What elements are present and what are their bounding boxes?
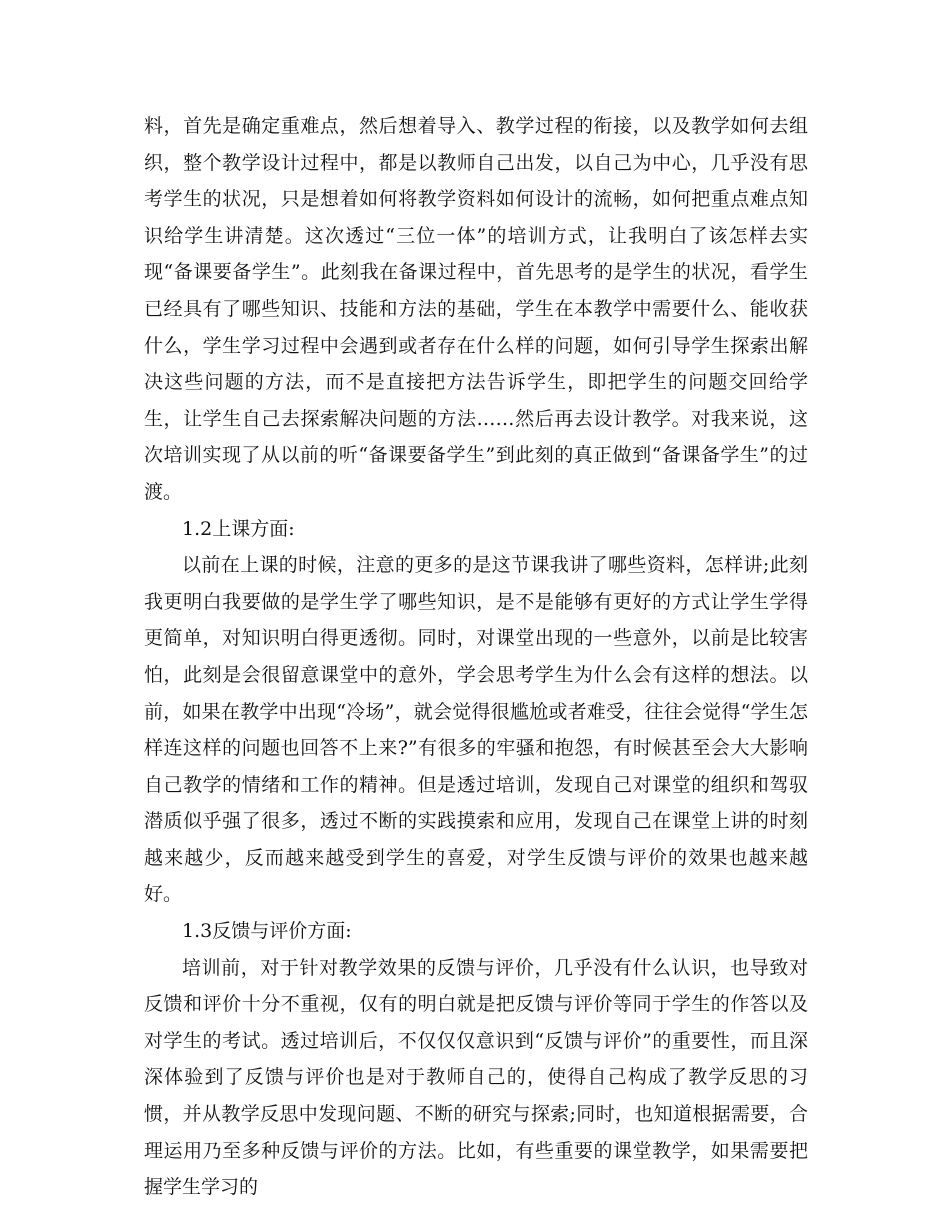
section-heading-1-2: 1.2上课方面: [182,517,295,540]
body-paragraph-3: 培训前，对于针对教学效果的反馈与评价，几乎没有什么认识，也导致对反馈和评价十分不重视，仅有的明白就是把反馈与评价等同于学生的作答以及对学生的考试。透过培训后，不仅仅仅意识到“反馈与评价”的重要性，而且深深体验到了反馈与评价也是对于教师自己的，使得自己构成了教学反思的习惯，并从教学反思中发现问题、不断的研究与探索;同时，也知道根据需要，合理运用乃至多种反馈与评价的方法。比如，有些重要的课堂教学，如果需要把握学生学习的 [144,956,808,1199]
section-heading-1-3: 1.3反馈与评价方面: [182,920,352,943]
document-body [144,108,808,1206]
body-paragraph-2: 以前在上课的时候，注意的更多的是这节课我讲了哪些资料，怎样讲;此刻我更明白我要做的是学生学了哪些知识，是不是能够有更好的方式让学生学得更简单，对知识明白得更透彻。同时，对课堂出现的一些意外，以前是比较害怕，此刻是会很留意课堂中的意外，学会思考学生为什么会有这样的想法。以前，如果在教学中出现“冷场”，就会觉得很尴尬或者难受，往往会觉得“学生怎样连这样的问题也回答不上来?”有很多的牢骚和抱怨，有时候甚至会大大影响自己教学的情绪和工作的精神。但是透过培训，发现自己对课堂的组织和驾驭潜质似乎强了很多，透过不断的实践摸索和应用，发现自己在课堂上讲的时刻越来越少，反而越来越受到学生的喜爱，对学生反馈与评价的效果也越来越好。 [144,554,808,906]
body-paragraph-1: 料，首先是确定重难点，然后想着导入、教学过程的衔接，以及教学如何去组织，整个教学设计过程中，都是以教师自己出发，以自己为中心，几乎没有思考学生的状况，只是想着如何将教学资料如何设计的流畅，如何把重点难点知识给学生讲清楚。这次透过“三位一体”的培训方式，让我明白了该怎样去实现“备课要备学生”。此刻我在备课过程中，首先思考的是学生的状况，看学生已经具有了哪些知识、技能和方法的基础，学生在本教学中需要什么、能收获什么，学生学习过程中会遇到或者存在什么样的问题，如何引导学生探索出解决这些问题的方法，而不是直接把方法告诉学生，即把学生的问题交回给学生，让学生自己去探索解决问题的方法……然后再去设计教学。对我来说，这次培训实现了从以前的听“备课要备学生”到此刻的真正做到“备课备学生”的过渡。 [144,115,808,503]
